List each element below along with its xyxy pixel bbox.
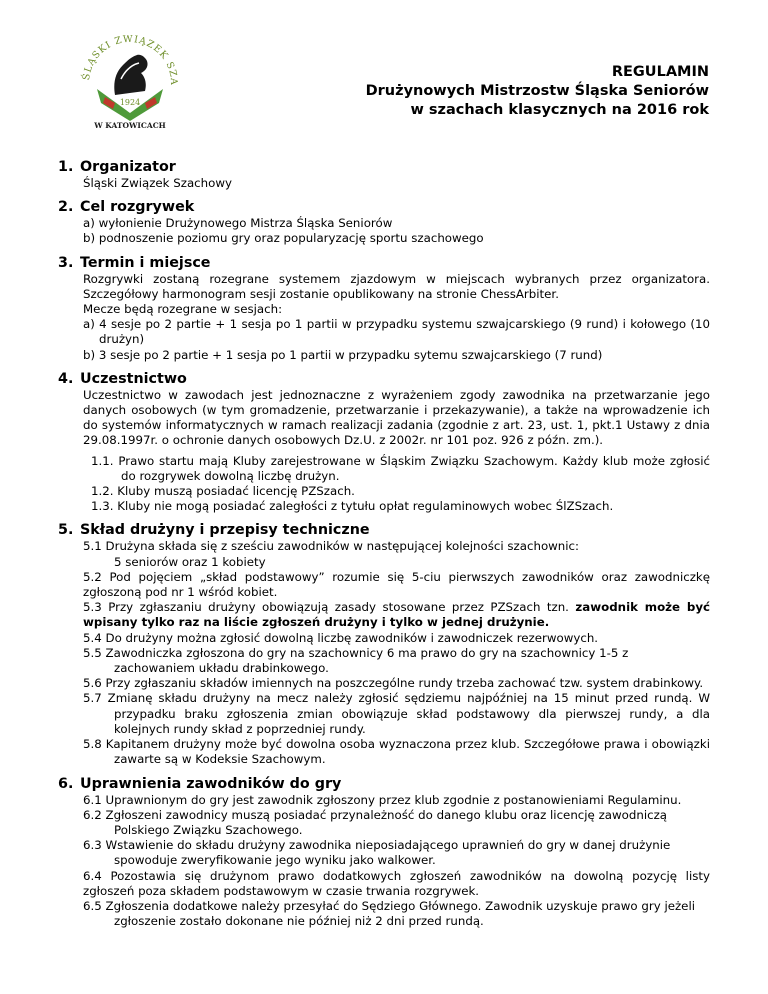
document-body <box>58 158 710 929</box>
section-2-item-b: b) podnoszenie poziomu gry oraz popularyzację sportu szachowego <box>83 231 484 246</box>
section-6-item-3: 6.3 Wstawienie do składu drużyny zawodnika nieposiadającego uprawnień do gry w danej drużynie spowoduje zweryfikowanie jego wyniku jako walkower. <box>83 838 671 868</box>
section-6-item-4: 6.4 Pozostawia się drużynom prawo dodatkowych zgłoszeń zawodników na dowolną pozycję listy zgłoszeń poza składem podstawowym w czasie trwania rozgrywek. <box>83 868 710 898</box>
section-6-item-1: 6.1 Uprawnionym do gry jest zawodnik zgłoszony przez klub zgodnie z postanowieniami Regulaminu. <box>83 792 682 807</box>
section-1-heading: 1. Organizator <box>58 159 176 175</box>
section-4-paragraph: Uczestnictwo w zawodach jest jednoznaczne z wyrażeniem zgody zawodnika na przetwarzanie jego danych osobowych (w tym gromadzenie, przetwarzanie i przekazywanie), a także na wprowadzenie ich do systemów informatycznych w ramach realizacji zadania (zgodnie z art. 23, ust. 1, pkt.1 Ustawy z dnia 29.08.1997r. o ochronie danych osobowych Dz.U. z 2002r. nr 101 poz. 926 z późn. zm.). <box>83 387 710 448</box>
section-5-item-4: 5.4 Do drużyny można zgłosić dowolną liczbę zawodników i zawodniczek rezerwowych. <box>83 630 599 645</box>
section-6-item-2: 6.2 Zgłoszeni zawodnicy muszą posiadać przynależność do danego klubu oraz licencję zawodniczą Polskiego Związku Szachowego. <box>83 807 668 837</box>
section-4-item-2: 1.2. Kluby muszą posiadać licencję PZSzach. <box>91 484 355 499</box>
title-line-2: Drużynowych Mistrzostw Śląska Seniorów <box>365 83 709 99</box>
section-4-item-3: 1.3. Kluby nie mogą posiadać zaległości z tytułu opłat regulaminowych wobec ŚlZSzach. <box>91 499 614 514</box>
section-5-item-5: 5.5 Zawodniczka zgłoszona do gry na szachownicy 6 ma prawo do gry na szachownicy 1-5 z zachowaniem układu drabinkowego. <box>83 645 629 676</box>
section-5-item-3-bold: zawodnik może być wpisany tylko raz na liście zgłoszeń drużyny i tylko w jednej drużynie. <box>83 600 710 630</box>
section-3-paragraph: Rozgrywki zostaną rozegrane systemem zjazdowym w miejscach wybranych przez organizatora. Szczegółowy harmonogram sesji zostanie opublikowany na stronie ChessArbiter. <box>83 271 710 301</box>
title-line-1: REGULAMIN <box>611 64 709 80</box>
section-5-item-8: 5.8 Kapitanem drużyny może być dowolna osoba wyznaczona przez klub. Szczegółowe prawa i obowiązki zawarte są w Kodeksie Szachowym. <box>83 737 710 767</box>
section-4-heading: 4. Uczestnictwo <box>58 370 187 387</box>
section-5-item-1: 5.1 Drużyna składa się z sześciu zawodników w następującej kolejności szachownic: <box>83 539 580 554</box>
section-1-text: Śląski Związek Szachowy <box>83 176 232 190</box>
section-5-item-1-cont: 5 seniorów oraz 1 kobiety <box>114 554 266 569</box>
section-5-item-7: 5.7 Zmianę składu drużyny na mecz należy zgłosić sędziemu najpóźniej na 15 minut przed rundą. W przypadku braku zgłoszenia zmian obowiązuje skład podstawowy dla pierwszej rundy, a dla kolejnych rundy skład z poprzedniej rundy. <box>83 691 710 736</box>
section-6-heading: 6. Uprawnienia zawodników do gry <box>58 775 342 792</box>
section-2-item-a: a) wyłonienie Drużynowego Mistrza Śląska Seniorów <box>83 216 393 231</box>
logo-year: 1924 <box>119 98 141 107</box>
section-5-heading: 5. Skład drużyny i przepisy techniczne <box>58 522 370 539</box>
section-3-item-b: b) 3 sesje po 2 partie + 1 sesja po 1 partii w przypadku sytemu szwajcarskiego (7 rund) <box>83 347 603 362</box>
section-3-sessions-intro: Mecze będą rozegrane w sesjach: <box>83 302 283 317</box>
section-6-item-5: 6.5 Zgłoszenia dodatkowe należy przesyłać do Sędziego Głównego. Zawodnik uzyskuje prawo gry jeżeli zgłoszenie zostało dokonane nie później niż 2 dni przed rundą. <box>83 898 695 929</box>
section-5-item-3: 5.3 Przy zgłaszaniu drużyny obowiązują zasady stosowane przez PZSzach tzn. zawodnik może być wpisany tylko raz na liście zgłoszeń drużyny i tylko w jednej drużynie. <box>83 600 710 630</box>
logo-city: W KATOWICACH <box>94 121 166 130</box>
title-line-3: w szachach klasycznych na 2016 rok <box>410 102 709 118</box>
section-3-heading: 3. Termin i miejsce <box>58 254 211 271</box>
section-3-item-a: a) 4 sesje po 2 partie + 1 sesja po 1 partii w przypadku systemu szwajcarskiego (9 rund) i kołowego (10 drużyn) <box>83 317 710 347</box>
knight-icon <box>114 55 147 95</box>
logo-emblem <box>75 17 185 132</box>
section-4-item-1: 1.1. Prawo startu mają Kluby zarejestrowane w Śląskim Związku Szachowym. Każdy klub może zgłosić do rozgrywek dowolną liczbę drużyn. <box>91 453 710 483</box>
club-logo <box>75 17 185 132</box>
section-5-item-2: 5.2 Pod pojęciem „skład podstawowy” rozumie się 5-ciu pierwszych zawodników oraz zawodniczkę zgłoszoną pod nr 1 wśród kobiet. <box>83 569 710 600</box>
section-2-heading: 2. Cel rozgrywek <box>58 199 195 216</box>
logo-arc-text: ŚLĄSKI ZWIĄZEK SZA <box>81 33 180 86</box>
document-title <box>366 63 709 120</box>
section-5-item-6: 5.6 Przy zgłaszaniu składów imiennych na poszczególne rundy trzeba zachować tzw. system drabinkowy. <box>83 676 704 691</box>
